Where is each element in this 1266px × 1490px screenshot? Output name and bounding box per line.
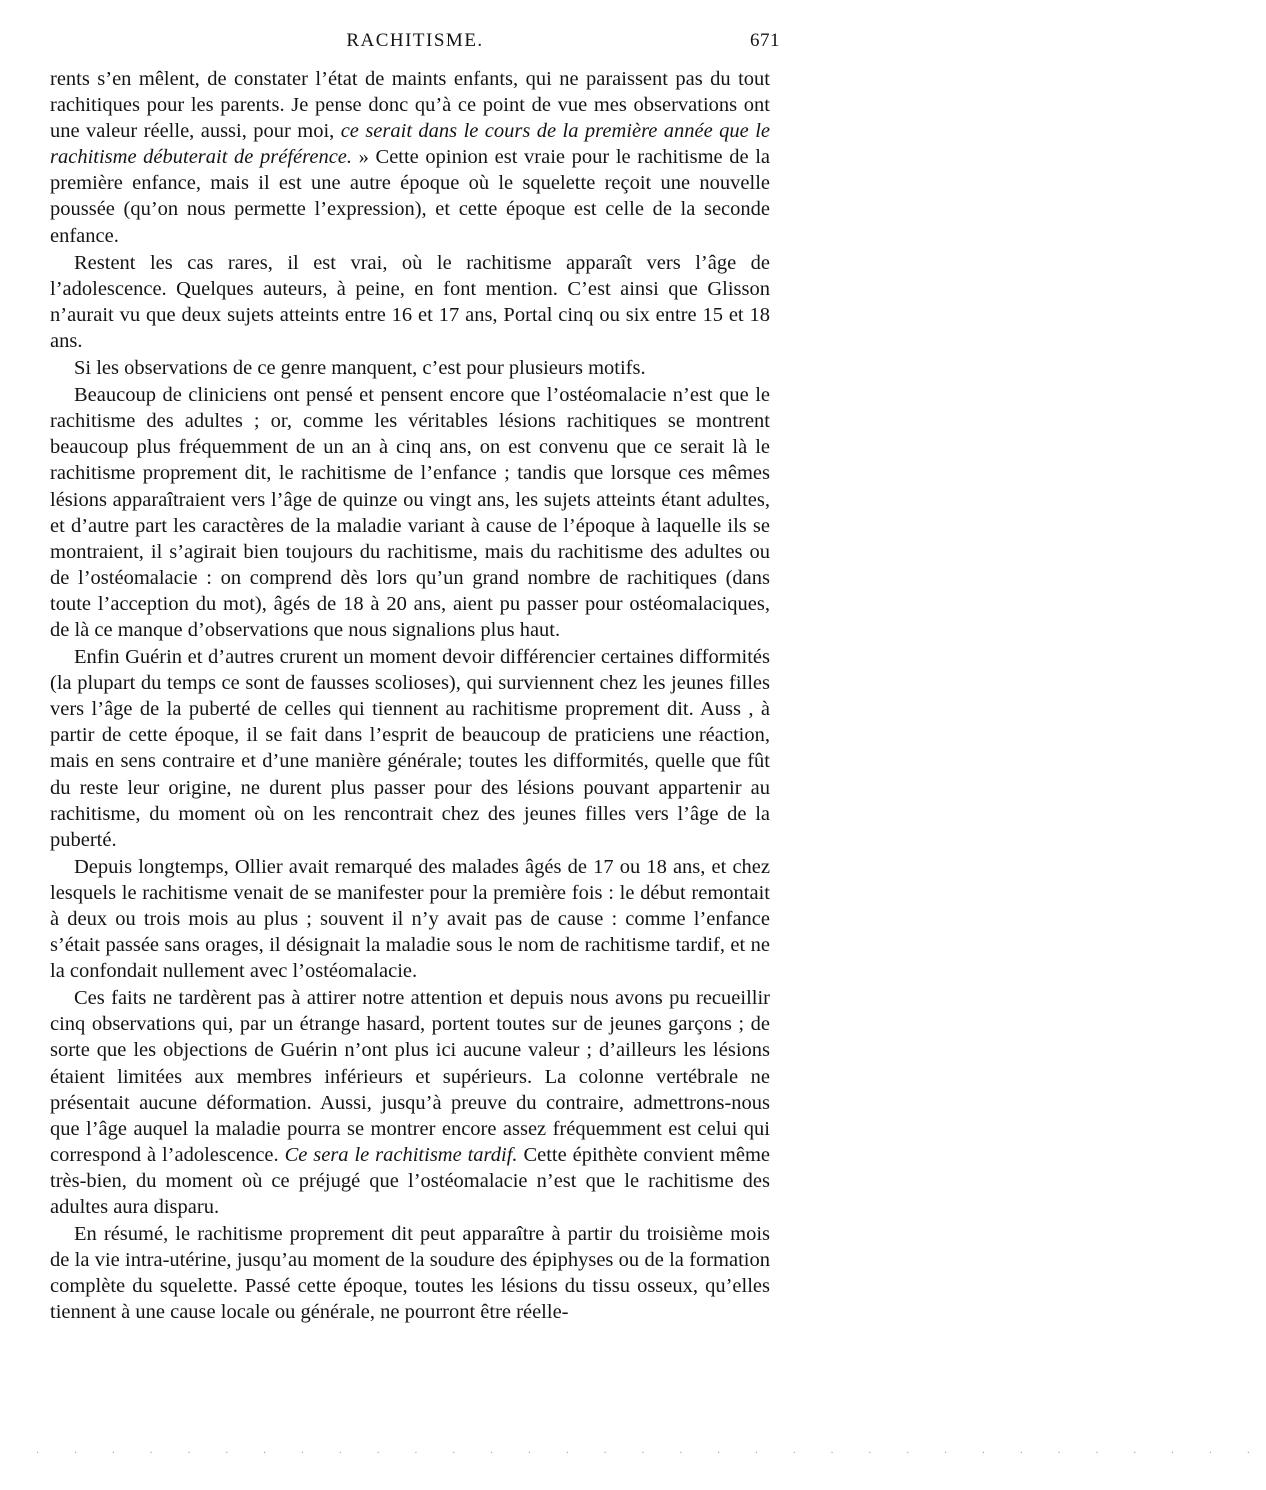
text-segment: En résumé, le rachitisme proprement dit peut apparaître à partir du troisième mois de la vie intra-utérine, jusqu’au moment de la soudure des épiphyses ou de la formation complète du squelette. Passé cette époque, toutes les lésions du tissu osseux, qu’elles tiennent à une cause locale ou générale, ne pourront être réelle- <box>50 1223 770 1324</box>
text-segment: Si les observations de ce genre manquent, c’est pour plusieurs motifs. <box>74 357 646 380</box>
paragraph <box>50 644 770 853</box>
paragraph <box>50 854 770 984</box>
running-title: RACHITISME. <box>346 30 484 51</box>
text-segment: Enfin Guérin et d’autres crurent un moment devoir différencier certaines difformités (la plupart du temps ce sont de fausses scolioses), qui surviennent chez les jeunes filles vers l’âge de la puberté de celles qui tiennent au rachitisme proprement dit. Auss , à partir de cette époque, il se fait dans l’esprit de beaucoup de praticiens une réaction, mais en sens contraire et d’une manière générale; toutes les difformités, quelle que fût du reste leur origine, ne durent plus passer pour des lésions pouvant appartenir au rachitisme, du moment où on les rencontrait chez des jeunes filles vers l’âge de la puberté. <box>50 646 770 851</box>
paragraph <box>50 66 770 249</box>
text-segment: rents s’en mêlent, de constater l’état de maints enfants, qui ne paraissent pas du tout rachitiques pour les parents. Je pense donc qu’à ce point de vue mes observations ont une valeur réelle, aussi, pour moi, <box>50 68 770 143</box>
text-segment: Depuis longtemps, Ollier avait remarqué des malades âgés de 17 ou 18 ans, et chez lesquels le rachitisme venait de se manifester pour la première fois : le début remontait à deux ou trois mois au plus ; souvent il n’y avait pas de cause : comme l’enfance s’était passée sans orages, il désignait la maladie sous le nom de rachitisme tardif, et ne la confondait nullement avec l’ostéomalacie. <box>50 855 770 983</box>
body-text <box>50 66 770 1327</box>
text-segment: » Cette opinion est vraie pour le rachitisme de la première enfance, mais il est une autre époque où le squelette reçoit une nouvelle poussée (qu’on nous permette l’expression), et cette époque est celle de la seconde enfance. <box>50 146 771 247</box>
text-segment: Ces faits ne tardèrent pas à attirer notre attention et depuis nous avons pu recueillir cinq observations qui, par un étrange hasard, portent toutes sur de jeunes garçons ; de sorte que les objections de Guérin n’ont plus ici aucune valeur ; d’ailleurs les lésions étaient limitées aux membres inférieurs et supérieurs. La colonne vertébrale ne présentait aucune déformation. Aussi, jusqu’à preuve du contraire, admettrons-nous que l’âge auquel la maladie pourra se montrer encore assez fréquemment est celui qui correspond à l’adolescence. <box>50 987 770 1166</box>
italic-text-segment: Ce sera le rachitisme tardif. <box>284 1143 518 1166</box>
text-segment: Restent les cas rares, il est vrai, où le rachitisme apparaît vers l’âge de l’adolescence. Quelques auteurs, à peine, en font mention. C’est ainsi que Glisson n’aurait vu que deux sujets atteints entre 16 et 17 ans, Portal cinq ou six entre 15 et 18 ans. <box>50 251 770 352</box>
text-segment: Beaucoup de cliniciens ont pensé et pensent encore que l’ostéomalacie n’est que le rachitisme des adultes ; or, comme les véritables lésions rachitiques se montrent beaucoup plus fréquemment de un an à cinq ans, on est convenu que ce serait là le rachitisme proprement dit, le rachitisme de l’enfance ; tandis que lorsque ces mêmes lésions apparaîtraient vers l’âge de quinze ou vingt ans, les sujets atteints étant adultes, et d’autre part les caractères de la maladie variant à cause de l’époque à laquelle ils se montraient, il s’agirait bien toujours du rachitisme, mais du rachitisme des adultes ou de l’ostéomalacie : on comprend dès lors qu’un grand nombre de rachitiques (dans toute l’acception du mot), âgés de 18 à 20 ans, aient pu passer pour ostéomalaciques, de là ce manque d’observations que nous signalions plus haut. <box>50 384 770 641</box>
paragraph <box>50 1221 770 1325</box>
page-number: 671 <box>750 30 780 51</box>
paragraph <box>50 250 770 354</box>
paragraph <box>50 355 770 381</box>
bottom-print-specks: · · · · · · · · · · · · · · · · · · · · · · · · · · · · · · · · · <box>36 1448 1266 1459</box>
paragraph <box>50 985 770 1220</box>
text-segment: Cette épithète convient même très-bien, du moment où ce préjugé que l’ostéomalacie n’est que le rachitisme des adultes aura disparu. <box>50 1143 770 1219</box>
italic-text-segment: ce serait dans le cours de la première année que le rachitisme débuterait de préférence. <box>50 120 770 169</box>
running-head <box>50 30 780 58</box>
paragraph <box>50 382 770 643</box>
